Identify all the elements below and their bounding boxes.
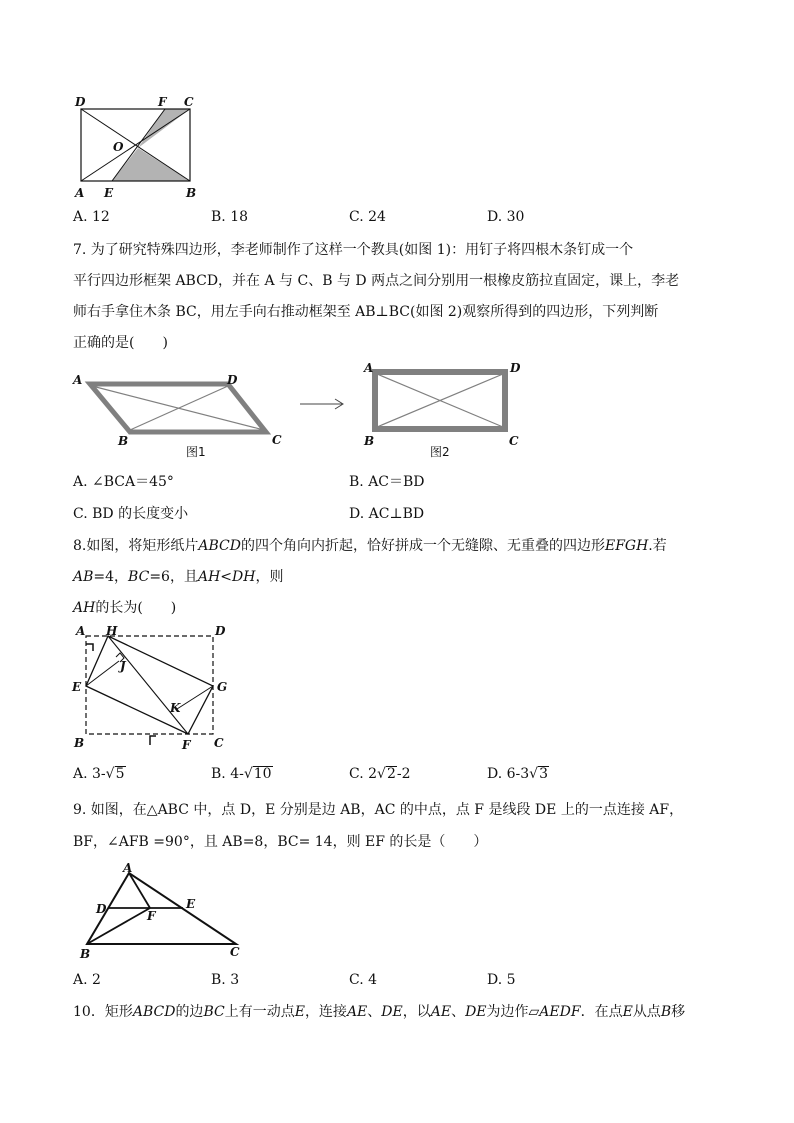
- q8-t3: <: [220, 569, 233, 585]
- q8-line1-mid: 的四个角向内折起，恰好拼成一个无缝隙、无重叠的四边形: [240, 538, 605, 554]
- q10-var-e-2: E: [622, 1004, 633, 1020]
- q8-t1: =4，: [93, 569, 129, 585]
- q10-t3: ，连接: [304, 1004, 347, 1020]
- q8-line3-text: 的长为( ): [95, 600, 177, 616]
- q10-var-bc: BC: [203, 1004, 225, 1020]
- q10-var-ae: AE: [346, 1004, 368, 1020]
- q9-label-f: F: [147, 909, 156, 923]
- q10-t2: 上有一动点: [224, 1004, 295, 1020]
- q8-option-d-radicand: 3: [539, 766, 549, 782]
- q10-var-aedf: ▱AEDF: [528, 1004, 581, 1020]
- q9-text-line1: 9. 如图，在△ABC 中，点 D，E 分别是边 AB，AC 的中点，点 F 是线段 DE 上的一点连接 AF，: [73, 802, 684, 818]
- q8-line1-end: .若: [648, 538, 667, 554]
- q10-t5: ，以: [402, 1004, 431, 1020]
- q8-var-ah: AH: [197, 569, 221, 585]
- q8-label-h: H: [106, 624, 118, 638]
- q10-var-b: B: [660, 1004, 672, 1020]
- q10-var-abcd: ABCD: [132, 1004, 176, 1020]
- q7-option-b: B. AC＝BD: [349, 474, 425, 490]
- q9-option-a: A. 2: [73, 972, 101, 988]
- q10-t10: 移: [671, 1004, 686, 1020]
- q8-option-c-suffix: -2: [396, 766, 411, 782]
- q7-text-line2: 平行四边形框架 ABCD，并在 A 与 C、B 与 D 两点之间分别用一根橡皮筋拉直固定，课上，李老: [73, 273, 680, 289]
- q7-text-line1: 7. 为了研究特殊四边形，李老师制作了这样一个教具(如图 1)：用钉子将四根木条钉成一个: [73, 242, 634, 258]
- q8-label-g: G: [217, 680, 228, 694]
- q6-label-c: C: [184, 95, 194, 109]
- q7-fig1-caption: 图1: [186, 445, 206, 459]
- q6-label-a: A: [75, 186, 85, 200]
- q9-option-c: C. 4: [349, 972, 378, 988]
- q8-var-abcd: ABCD: [198, 538, 241, 554]
- q10-var-de-2: DE: [465, 1004, 487, 1020]
- q7-fig2-label-d: D: [510, 361, 521, 375]
- sqrt-icon: √: [529, 766, 539, 782]
- q9-segment-af: [129, 873, 150, 908]
- q6-option-d: D. 30: [487, 209, 525, 225]
- q9-text-line2: BF，∠AFB =90°，且 AB=8，BC= 14，则 EF 的长是（ ）: [73, 834, 488, 850]
- q7-fig1-label-d: D: [227, 373, 238, 387]
- q8-t2: =6，且: [149, 569, 198, 585]
- q6-label-b: B: [186, 186, 197, 200]
- q8-label-j: J: [120, 659, 126, 673]
- q9-label-e: E: [186, 897, 196, 911]
- q8-option-a-radicand: 5: [115, 766, 125, 782]
- q9-label-c: C: [230, 945, 240, 959]
- q8-label-f: F: [182, 738, 191, 752]
- q10-var-de: DE: [381, 1004, 403, 1020]
- q8-option-a-prefix: A. 3-: [73, 766, 106, 782]
- q10-t9: 从点: [632, 1004, 661, 1020]
- q8-var-ab: AB: [73, 569, 94, 585]
- q7-text-line3: 师右手拿住木条 BC，用左手向右推动框架至 AB⊥BC(如图 2)观察所得到的四边形，下列判断: [73, 304, 659, 320]
- q9-option-d: D. 5: [487, 972, 516, 988]
- q8-label-d: D: [215, 624, 226, 638]
- q10-text-line1: [73, 1002, 685, 1022]
- q7-fig2-label-c: C: [509, 434, 519, 448]
- q10-var-ae-2: AE: [430, 1004, 452, 1020]
- q6-option-a: A. 12: [73, 209, 110, 225]
- q8-t4: ，则: [255, 569, 284, 585]
- q7-fig2-caption: 图2: [430, 445, 450, 459]
- q7-fig2-label-b: B: [364, 434, 375, 448]
- sqrt-icon: √: [377, 766, 386, 782]
- q8-var-dh: DH: [232, 569, 256, 585]
- q8-line1-pre: 8.如图，将矩形纸片: [73, 538, 199, 554]
- q9-label-a: A: [123, 861, 133, 875]
- q10-t1: 的边: [175, 1004, 204, 1020]
- q9-label-d: D: [96, 902, 107, 916]
- q8-var-efgh: EFGH: [604, 538, 649, 554]
- q7-option-c: C. BD 的长度变小: [73, 506, 189, 522]
- q6-option-b: B. 18: [211, 209, 249, 225]
- q10-pre: 10．矩形: [73, 1004, 133, 1020]
- q7-text-line4: 正确的是( ): [73, 335, 168, 351]
- q7-option-a: A. ∠BCA＝45°: [73, 474, 174, 490]
- q8-option-d-prefix: D. 6-3: [487, 766, 530, 782]
- q7-fig1-label-c: C: [272, 433, 282, 447]
- q9-option-b: B. 3: [211, 972, 240, 988]
- sqrt-icon: √: [105, 766, 115, 782]
- q9-label-b: B: [80, 947, 91, 961]
- q7-fig1-label-a: A: [73, 373, 83, 387]
- q10-var-e: E: [294, 1004, 305, 1020]
- q8-option-c-prefix: C. 2: [349, 766, 378, 782]
- q6-label-e: E: [104, 186, 114, 200]
- q8-option-b-radicand: 10: [253, 766, 272, 782]
- q6-option-c: C. 24: [349, 209, 386, 225]
- q6-label-f: F: [158, 95, 167, 109]
- q8-label-e: E: [72, 680, 82, 694]
- q8-label-k: K: [170, 701, 181, 715]
- q7-fig1-label-b: B: [118, 434, 129, 448]
- q10-t4: 、: [367, 1004, 382, 1020]
- q8-var-ah-2: AH: [73, 600, 96, 616]
- q7-fig2-label-a: A: [364, 361, 374, 375]
- q8-label-c: C: [214, 736, 224, 750]
- q6-label-o: O: [113, 140, 124, 154]
- q8-label-a: A: [76, 624, 86, 638]
- q10-t6: 、: [451, 1004, 466, 1020]
- q8-label-b: B: [74, 736, 85, 750]
- sqrt-icon: √: [243, 766, 253, 782]
- q8-var-bc: BC: [128, 569, 150, 585]
- q6-label-d: D: [75, 95, 86, 109]
- q8-option-b-prefix: B. 4-: [211, 766, 244, 782]
- q8-option-c-radicand: 2: [386, 766, 396, 782]
- q10-t8: ．在点: [580, 1004, 623, 1020]
- q10-t7: 为边作: [486, 1004, 529, 1020]
- q7-option-d: D. AC⊥BD: [349, 506, 425, 522]
